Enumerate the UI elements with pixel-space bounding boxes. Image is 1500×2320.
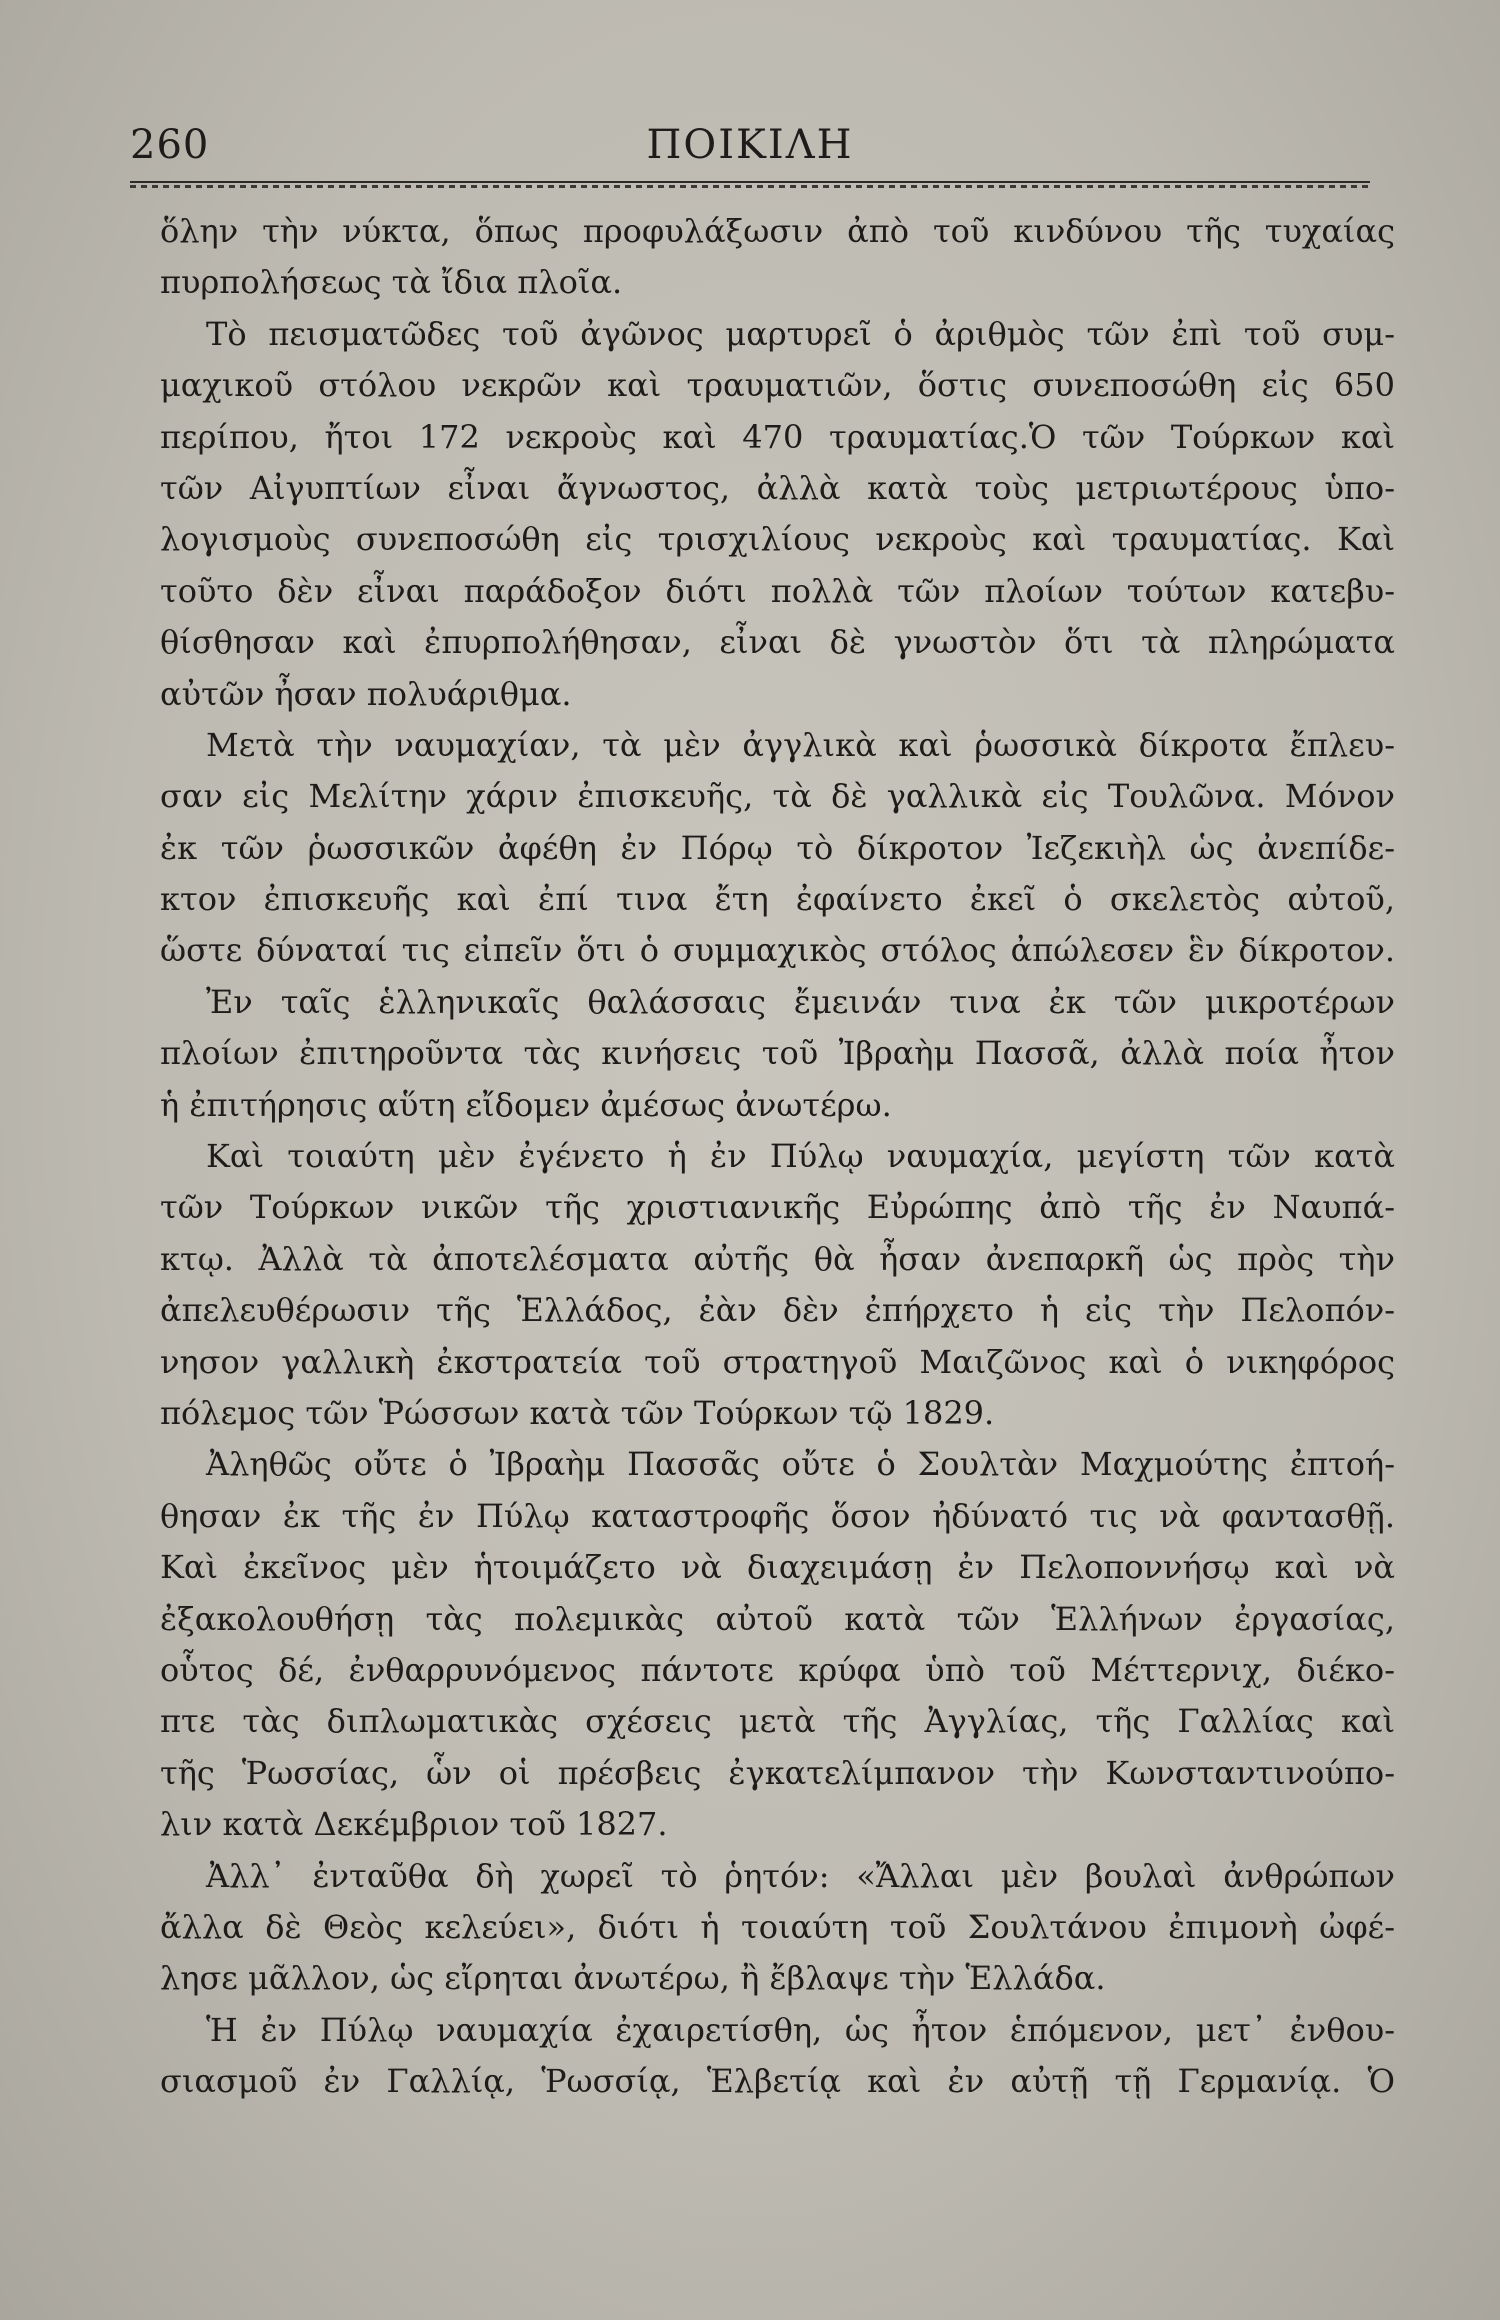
text-line: τοῦτο δὲν εἶναι παράδοξον διότι πολλὰ τῶν πλοίων τούτων κατεβυ-: [160, 571, 1395, 610]
text-line: ὅλην τὴν νύκτα, ὅπως προφυλάξωσιν ἀπὸ τοῦ κινδύνου τῆς τυχαίας: [160, 212, 1395, 250]
text-line: περίπου, ἤτοι 172 νεκροὺς καὶ 470 τραυματίας.Ὁ τῶν Τούρκων καὶ: [160, 417, 1395, 456]
text-line: Καὶ ἐκεῖνος μὲν ἡτοιμάζετο νὰ διαχειμάσῃ ἐν Πελοποννήσῳ καὶ νὰ: [160, 1548, 1395, 1587]
text-line: σαν εἰς Μελίτην χάριν ἐπισκευῆς, τὰ δὲ γαλλικὰ εἰς Τουλῶνα. Μόνον: [160, 777, 1395, 816]
text-line: αὐτῶν ἦσαν πολυάριθμα.: [160, 674, 572, 713]
text-line: ἄλλα δὲ Θεὸς κελεύει», διότι ἡ τοιαύτη τοῦ Σουλτάνου ἐπιμονὴ ὠφέ-: [160, 1907, 1395, 1946]
text-line: ἐκ τῶν ῥωσσικῶν ἀφέθη ἐν Πόρῳ τὸ δίκροτον Ἰεζεκιὴλ ὡς ἀνεπίδε-: [160, 828, 1395, 867]
text-line: κτῳ. Ἀλλὰ τὰ ἀποτελέσματα αὐτῆς θὰ ἦσαν ἀνεπαρκῆ ὡς πρὸς τὴν: [160, 1239, 1395, 1278]
text-line: Καὶ τοιαύτη μὲν ἐγένετο ἡ ἐν Πύλῳ ναυμαχία, μεγίστη τῶν κατὰ: [206, 1137, 1395, 1176]
text-line: ὥστε δύναταί τις εἰπεῖν ὅτι ὁ συμμαχικὸς στόλος ἀπώλεσεν ἓν δίκροτον.: [160, 931, 1395, 970]
text-line: ἀπελευθέρωσιν τῆς Ἑλλάδος, ἐὰν δὲν ἐπήρχετο ἡ εἰς τὴν Πελοπόν-: [160, 1291, 1395, 1330]
text-line: πυρπολήσεως τὰ ἴδια πλοῖα.: [160, 263, 623, 302]
text-line: τῶν Τούρκων νικῶν τῆς χριστιανικῆς Εὐρώπης ἀπὸ τῆς ἐν Ναυπά-: [160, 1188, 1395, 1227]
text-line: θησαν ἐκ τῆς ἐν Πύλῳ καταστροφῆς ὅσον ἠδύνατό τις νὰ φαντασθῇ.: [160, 1496, 1395, 1535]
text-line: πλοίων ἐπιτηροῦντα τὰς κινήσεις τοῦ Ἰβραὴμ Πασσᾶ, ἀλλὰ ποία ἦτον: [160, 1034, 1395, 1073]
text-line: Μετὰ τὴν ναυμαχίαν, τὰ μὲν ἀγγλικὰ καὶ ῥωσσικὰ δίκροτα ἔπλευ-: [206, 725, 1395, 764]
text-line: Ἀλλ᾽ ἐνταῦθα δὴ χωρεῖ τὸ ῥητόν: «Ἄλλαι μὲν βουλαὶ ἀνθρώπων: [206, 1856, 1395, 1895]
text-line: πόλεμος τῶν Ῥώσσων κατὰ τῶν Τούρκων τῷ 1829.: [160, 1393, 995, 1432]
text-line: μαχικοῦ στόλου νεκρῶν καὶ τραυματιῶν, ὅστις συνεποσώθη εἰς 650: [160, 366, 1395, 405]
text-line: σιασμοῦ ἐν Γαλλίᾳ, Ῥωσσίᾳ, Ἑλβετίᾳ καὶ ἐν αὐτῇ τῇ Γερμανίᾳ. Ὁ: [160, 2062, 1395, 2101]
text-line: τῆς Ῥωσσίας, ὧν οἱ πρέσβεις ἐγκατελίμπανον τὴν Κωνσταντινούπο-: [160, 1753, 1395, 1792]
body-text: [160, 206, 1395, 2107]
text-line: τῶν Αἰγυπτίων εἶναι ἄγνωστος, ἀλλὰ κατὰ τοὺς μετριωτέρους ὑπο-: [160, 468, 1395, 507]
text-line: Ἡ ἐν Πύλῳ ναυμαχία ἐχαιρετίσθη, ὡς ἦτον ἑπόμενον, μετ᾽ ἐνθου-: [206, 2010, 1395, 2049]
text-line: Ἐν ταῖς ἑλληνικαῖς θαλάσσαις ἔμεινάν τινα ἐκ τῶν μικροτέρων: [206, 982, 1395, 1021]
text-line: λιν κατὰ Δεκέμβριον τοῦ 1827.: [160, 1805, 668, 1844]
text-line: λησε μᾶλλον, ὡς εἴρηται ἀνωτέρω, ἢ ἔβλαψε τὴν Ἑλλάδα.: [160, 1959, 1106, 1998]
header-rule: [130, 181, 1370, 189]
text-line: θίσθησαν καὶ ἐπυρπολήθησαν, εἶναι δὲ γνωστὸν ὅτι τὰ πληρώματα: [160, 623, 1395, 662]
text-line: νησον γαλλικὴ ἐκστρατεία τοῦ στρατηγοῦ Μαιζῶνος καὶ ὁ νικηφόρος: [160, 1342, 1395, 1381]
text-line: κτον ἐπισκευῆς καὶ ἐπί τινα ἔτη ἐφαίνετο ἐκεῖ ὁ σκελετὸς αὐτοῦ,: [160, 880, 1395, 919]
text-line: ἡ ἐπιτήρησις αὕτη εἴδομεν ἀμέσως ἀνωτέρω.: [160, 1085, 892, 1124]
text-line: ἐξακολουθήσῃ τὰς πολεμικὰς αὐτοῦ κατὰ τῶν Ἑλλήνων ἐργασίας,: [160, 1599, 1395, 1638]
text-line: πτε τὰς διπλωματικὰς σχέσεις μετὰ τῆς Ἀγγλίας, τῆς Γαλλίας καὶ: [160, 1702, 1395, 1741]
text-line: Ἀληθῶς οὔτε ὁ Ἰβραὴμ Πασσᾶς οὔτε ὁ Σουλτὰν Μαχμούτης ἐπτοή-: [206, 1445, 1395, 1484]
text-line: λογισμοὺς συνεποσώθη εἰς τρισχιλίους νεκροὺς καὶ τραυματίας. Καὶ: [160, 520, 1395, 559]
running-title: ΠΟΙΚΙΛΗ: [646, 122, 854, 168]
text-line: Τὸ πεισματῶδες τοῦ ἀγῶνος μαρτυρεῖ ὁ ἀριθμὸς τῶν ἐπὶ τοῦ συμ-: [206, 314, 1395, 353]
text-line: οὗτος δέ, ἐνθαρρυνόμενος πάντοτε κρύφα ὑπὸ τοῦ Μέττερνιχ, διέκο-: [160, 1650, 1395, 1689]
page-number: 260: [130, 122, 210, 168]
